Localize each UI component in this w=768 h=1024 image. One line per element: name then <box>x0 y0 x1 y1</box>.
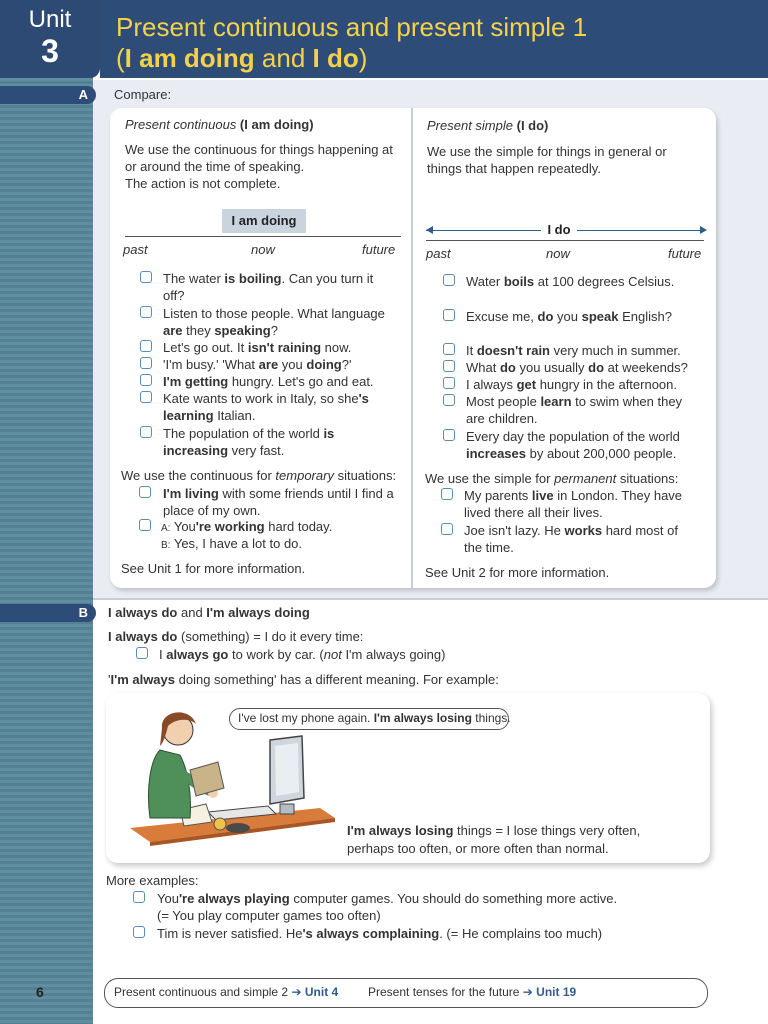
section-b-example-1: I always go to work by car. (not I'm always going) <box>159 647 446 662</box>
page-title: Present continuous and present simple 1 <box>116 12 588 42</box>
more-examples-label: More examples: <box>106 873 199 888</box>
ido-label: I do <box>541 221 577 238</box>
side-stripe <box>0 0 93 1024</box>
left-example-6-cont: learning Italian. <box>163 408 256 423</box>
bullet-icon <box>140 426 152 438</box>
bullet-icon <box>443 360 455 372</box>
bullet-icon <box>139 486 151 498</box>
now-box: I am doing <box>222 209 306 233</box>
right-see-link: See Unit 2 for more information. <box>425 565 610 580</box>
left-example-7-cont: increasing very fast. <box>163 443 285 458</box>
column-separator <box>411 108 413 588</box>
bullet-icon <box>443 309 455 321</box>
speech-bubble: I've lost my phone again. I'm always losing things. <box>229 708 509 730</box>
right-example-6: Most people learn to swim when they <box>466 394 683 409</box>
right-example-1: Water boils at 100 degrees Celsius. <box>466 274 675 289</box>
left-desc-2: or around the time of speaking. <box>125 159 305 174</box>
compare-label: Compare: <box>114 87 172 102</box>
left-see-link: See Unit 1 for more information. <box>121 561 306 576</box>
more-example-2: Tim is never satisfied. He's always complaining. (= He complains too much) <box>157 926 603 941</box>
left-desc-1: We use the continuous for things happening at <box>125 142 393 157</box>
unit-number: 3 <box>41 33 59 69</box>
left-example-1-cont: off? <box>163 288 185 303</box>
left-example-6: Kate wants to work in Italy, so she's <box>163 391 369 406</box>
right-tl-past: past <box>426 246 451 261</box>
bullet-icon <box>443 377 455 389</box>
right-tl-future: future <box>668 246 702 261</box>
left-tl-past: past <box>123 242 148 257</box>
permanent-example-1: My parents live in London. They have <box>464 488 683 503</box>
temporary-intro: We use the continuous for temporary situations: <box>121 468 397 483</box>
bullet-icon <box>133 891 145 903</box>
permanent-example-2-cont: the time. <box>464 540 514 555</box>
explanation-2: perhaps too often, or more often than normal. <box>347 841 609 856</box>
arrow-left-icon <box>426 226 433 234</box>
temporary-example-1: I'm living with some friends until I find a <box>163 486 394 501</box>
arrow-right-icon <box>700 226 707 234</box>
left-example-5: I'm getting hungry. Let's go and eat. <box>163 374 374 389</box>
page-number: 6 <box>36 984 44 1000</box>
left-desc-3: The action is not complete. <box>125 176 281 191</box>
right-tl-now: now <box>546 246 570 261</box>
permanent-example-2: Joe isn't lazy. He works hard most of <box>464 523 678 538</box>
bullet-icon <box>140 340 152 352</box>
right-heading: Present simple (I do) <box>427 118 549 133</box>
right-example-7: Every day the population of the world <box>466 429 680 444</box>
bullet-icon <box>139 519 151 531</box>
right-example-7-cont: increases by about 200,000 people. <box>466 446 677 461</box>
bullet-icon <box>443 429 455 441</box>
more-example-1-cont: (= You play computer games too often) <box>157 908 381 923</box>
left-tl-future: future <box>362 242 396 257</box>
temporary-example-3: B: Yes, I have a lot to do. <box>161 536 303 551</box>
left-heading: Present continuous (I am doing) <box>125 117 314 132</box>
bullet-icon <box>133 926 145 938</box>
more-example-1: You're always playing computer games. You should do something more active. <box>157 891 618 906</box>
right-example-6-cont: are children. <box>466 411 538 426</box>
right-example-5: I always get hungry in the afternoon. <box>466 377 678 392</box>
section-b-heading: I always do and I'm always doing <box>108 605 310 620</box>
temporary-example-2: A: You're working hard today. <box>161 519 333 534</box>
page-header <box>100 0 768 78</box>
bullet-icon <box>140 391 152 403</box>
right-timeline <box>426 240 704 241</box>
bullet-icon <box>441 523 453 535</box>
right-desc-1: We use the simple for things in general or <box>427 144 667 159</box>
section-a-tab: A <box>0 86 96 104</box>
right-example-3: It doesn't rain very much in summer. <box>466 343 681 358</box>
page-subtitle: (I am doing and I do) <box>116 43 368 73</box>
section-b-tab: B <box>0 604 96 622</box>
right-example-4: What do you usually do at weekends? <box>466 360 688 375</box>
bullet-icon <box>443 274 455 286</box>
cross-reference-unit-19[interactable]: Present tenses for the future ➔ Unit 19 <box>368 985 577 999</box>
temporary-example-1-cont: place of my own. <box>163 503 261 518</box>
bullet-icon <box>136 647 148 659</box>
bullet-icon <box>140 306 152 318</box>
unit-badge <box>0 0 100 78</box>
left-example-2: Listen to those people. What language <box>163 306 385 321</box>
bullet-icon <box>140 271 152 283</box>
section-b-line2: 'I'm always doing something' has a different meaning. For example: <box>108 672 499 687</box>
left-timeline <box>125 236 401 237</box>
right-desc-2: things that happen repeatedly. <box>427 161 601 176</box>
left-example-7: The population of the world is <box>163 426 335 441</box>
left-example-4: 'I'm busy.' 'What are you doing?' <box>163 357 352 372</box>
explanation-1: I'm always losing things = I lose things very often, <box>347 823 641 838</box>
bullet-icon <box>140 357 152 369</box>
left-example-3: Let's go out. It isn't raining now. <box>163 340 352 355</box>
bullet-icon <box>441 488 453 500</box>
left-tl-now: now <box>251 242 275 257</box>
permanent-example-1-cont: lived there all their lives. <box>464 505 603 520</box>
bullet-icon <box>443 343 455 355</box>
right-example-2: Excuse me, do you speak English? <box>466 309 672 324</box>
left-example-1: The water is boiling. Can you turn it <box>163 271 374 286</box>
permanent-intro: We use the simple for permanent situations: <box>425 471 679 486</box>
bullet-icon <box>443 394 455 406</box>
bullet-icon <box>140 374 152 386</box>
cross-reference-unit-4[interactable]: Present continuous and simple 2 ➔ Unit 4 <box>114 985 339 999</box>
section-divider <box>93 598 768 600</box>
section-b-line1: I always do (something) = I do it every time: <box>108 629 364 644</box>
unit-label: Unit <box>28 6 72 33</box>
left-example-2-cont: are they speaking? <box>163 323 278 338</box>
